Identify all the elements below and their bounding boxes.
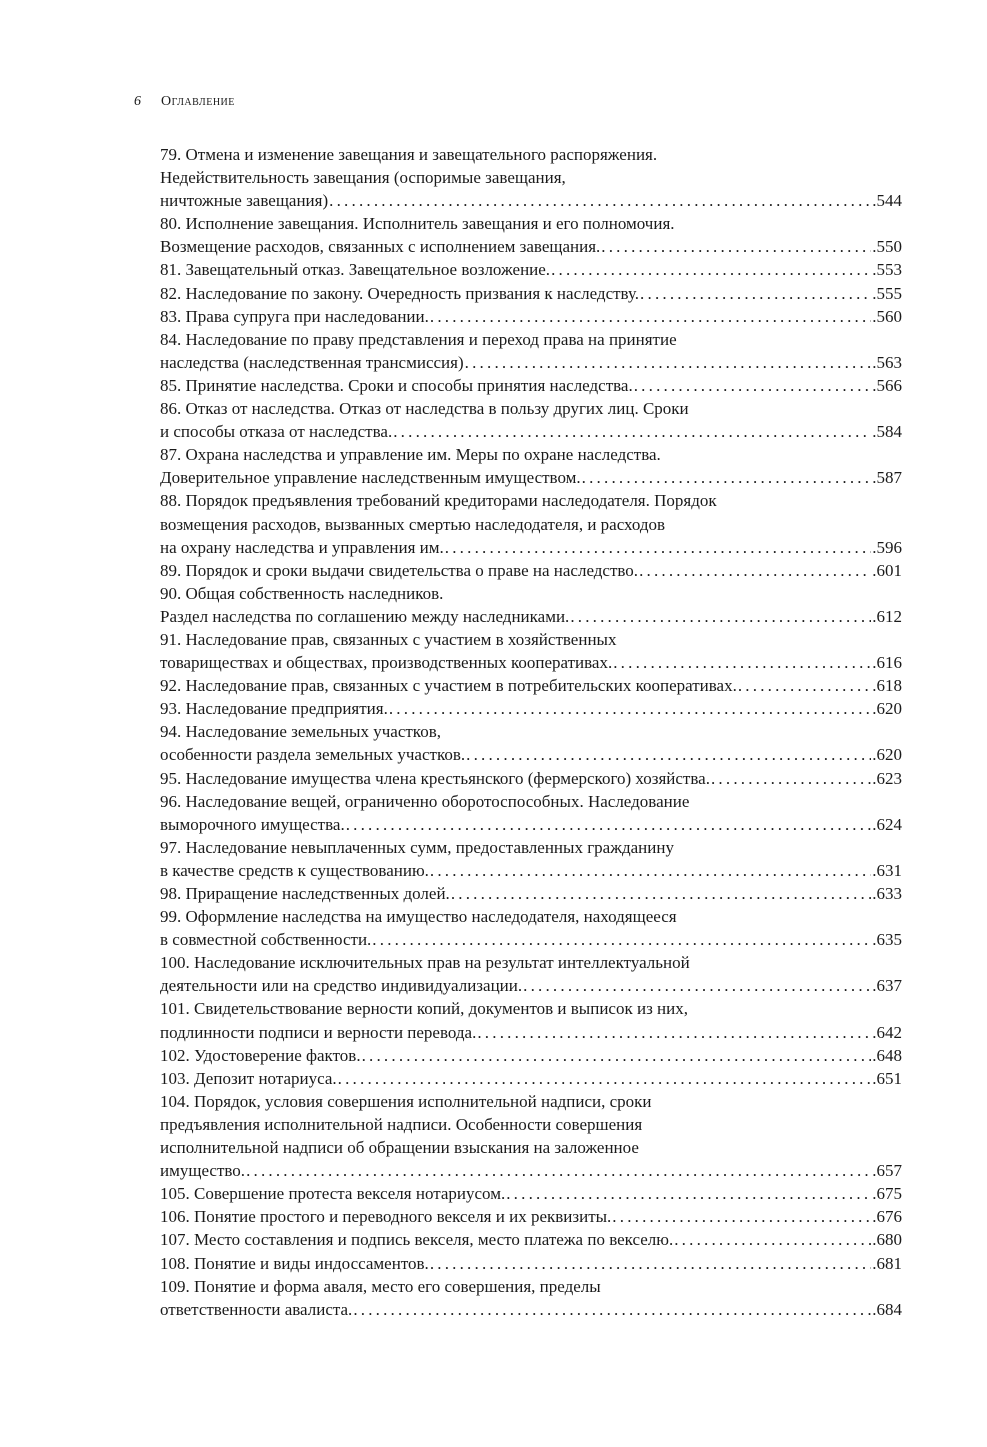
dot-leader [430,1252,871,1275]
toc-page-number[interactable]: .587 [872,468,902,488]
toc-entry-last-line [160,1252,902,1275]
toc-page-number[interactable]: .631 [872,860,902,880]
toc-page-number[interactable]: .560 [872,306,902,326]
toc-entry[interactable] [160,767,902,790]
toc-entry[interactable] [160,905,902,951]
toc-entry-last-line [160,651,902,674]
toc-entry-line: 97. Наследование невыплаченных сумм, предоставленных гражданину [160,837,674,857]
toc-entry[interactable] [160,143,902,212]
toc-page-number[interactable]: .555 [872,283,902,303]
toc-entry[interactable] [160,305,902,328]
toc-page-number[interactable]: .681 [872,1253,902,1273]
toc-entry-title: Доверительное управление наследственным имуществом. [160,468,581,488]
dot-leader [246,1159,871,1182]
dot-leader [445,536,871,559]
dot-leader [389,697,871,720]
table-of-contents [160,143,902,1321]
toc-entry[interactable] [160,951,902,997]
toc-entry[interactable] [160,397,902,443]
toc-entry-last-line [160,235,902,258]
toc-entry-line: 86. Отказ от наследства. Отказ от наследства в пользу других лиц. Сроки [160,399,689,419]
toc-entry-last-line [160,1067,902,1090]
dot-leader [738,674,871,697]
toc-entry-last-line [160,536,902,559]
toc-page-number[interactable]: .648 [872,1045,902,1065]
toc-entry-last-line [160,1021,902,1044]
toc-entry[interactable] [160,1205,902,1228]
toc-entry-last-line [160,697,902,720]
toc-entry-title: товариществах и обществах, производственных кооперативах. [160,653,613,673]
toc-page-number[interactable]: .675 [872,1184,902,1204]
toc-entry-last-line [160,305,902,328]
toc-entry-title: Возмещение расходов, связанных с исполнением завещания. [160,237,601,257]
toc-entry[interactable] [160,1044,902,1067]
toc-entry-line: возмещения расходов, вызванных смертью наследодателя, и расходов [160,514,666,534]
toc-entry-line: 84. Наследование по праву представления и переход права на принятие [160,329,677,349]
toc-entry-line: 99. Оформление наследства на имущество наследодателя, находящееся [160,907,677,927]
toc-entry-title: 83. Права супруга при наследовании. [160,306,429,326]
toc-entry-line: 87. Охрана наследства и управление им. Меры по охране наследства. [160,445,661,465]
toc-entry-title: 103. Депозит нотариуса. [160,1068,337,1088]
running-head [134,92,235,112]
toc-entry-title: имущество. [160,1161,246,1181]
toc-entry-last-line [160,1159,902,1182]
toc-page-number[interactable]: .637 [872,976,902,996]
toc-entry[interactable] [160,1252,902,1275]
dot-leader [393,420,871,443]
toc-entry-last-line [160,767,902,790]
dot-leader [582,466,872,489]
dot-leader [329,189,871,212]
toc-page-number[interactable]: .651 [872,1068,902,1088]
toc-entry[interactable] [160,559,902,582]
toc-page-number[interactable]: .601 [872,560,902,580]
page-number: 6 [134,94,141,109]
toc-entry-title: 105. Совершение протеста векселя нотариусом. [160,1184,506,1204]
dot-leader [506,1182,871,1205]
toc-page-number[interactable]: .680 [872,1230,902,1250]
toc-entry[interactable] [160,997,902,1043]
toc-entry-last-line [160,374,902,397]
toc-page-number[interactable]: .620 [872,699,902,719]
toc-entry-last-line [160,743,902,766]
toc-page-number[interactable]: .633 [872,884,902,903]
toc-page-number[interactable]: .553 [872,260,902,280]
toc-entry-line: 109. Понятие и форма аваля, место его совершения, пределы [160,1276,601,1296]
toc-entry[interactable] [160,1182,902,1205]
toc-entry-title: в качестве средств к существованию. [160,860,429,880]
toc-entry[interactable] [160,697,902,720]
toc-entry-title: 98. Приращение наследственных долей. [160,884,450,903]
toc-entry-last-line [160,351,902,374]
toc-entry-line: 94. Наследование земельных участков, [160,722,441,742]
dot-leader [372,928,871,951]
dot-leader [465,351,872,374]
toc-entry-title: 89. Порядок и сроки выдачи свидетельства о праве на наследство. [160,560,639,580]
toc-entry[interactable] [160,212,902,258]
toc-entry-title: наследства (наследственная трансмиссия) [160,352,464,372]
toc-entry[interactable] [160,1067,902,1090]
toc-entry-last-line [160,559,902,582]
toc-entry-line: 90. Общая собственность наследников. [160,583,444,603]
toc-entry-title: 93. Наследование предприятия. [160,699,388,719]
toc-entry-title: деятельности или на средство индивидуализации. [160,976,523,996]
toc-entry-line: предъявления исполнительной надписи. Особенности совершения [160,1114,643,1134]
toc-page-number[interactable]: .584 [872,422,902,442]
toc-entry-last-line [160,605,902,628]
dot-leader [634,374,872,397]
toc-entry-title: 102. Удостоверение фактов. [160,1045,361,1065]
toc-entry-title: 85. Принятие наследства. Сроки и способы принятия наследства. [160,375,633,395]
toc-entry-line: 80. Исполнение завещания. Исполнитель завещания и его полномочия. [160,214,675,234]
toc-entry[interactable] [160,882,902,905]
toc-entry[interactable] [160,443,902,489]
toc-entry-last-line [160,1182,902,1205]
toc-page-number[interactable]: .616 [872,653,902,673]
toc-entry-title: 108. Понятие и виды индоссаментов. [160,1253,429,1273]
toc-entry-last-line [160,282,902,305]
toc-page-number[interactable]: .620 [872,745,902,765]
toc-entry-line: 100. Наследование исключительных прав на результат интеллектуальной [160,953,690,973]
toc-entry-line: Недействительность завещания (оспоримые завещания, [160,168,566,188]
toc-entry[interactable] [160,282,902,305]
dot-leader [601,235,871,258]
toc-entry-line: 91. Наследование прав, связанных с участием в хозяйственных [160,629,617,649]
dot-leader [430,305,871,328]
toc-page-number[interactable]: .642 [872,1022,902,1042]
toc-entry-last-line [160,466,902,489]
toc-page-number[interactable]: .612 [872,606,902,626]
toc-entry-title: 92. Наследование прав, связанных с участием в потребительских кооперативах. [160,676,737,696]
toc-entry-last-line [160,189,902,212]
toc-page-number[interactable]: .596 [872,537,902,557]
toc-entry-title: 107. Место составления и подпись векселя, место платежа по векселю. [160,1230,674,1250]
toc-entry-last-line [160,859,902,882]
toc-entry[interactable] [160,720,902,766]
toc-page-number[interactable]: .684 [872,1299,902,1319]
toc-entry-title: 81. Завещательный отказ. Завещательное возложение. [160,260,551,280]
toc-entry[interactable] [160,790,902,836]
toc-entry-title: в совместной собственности. [160,930,372,950]
toc-page-number[interactable]: .618 [872,676,902,696]
toc-entry-last-line [160,928,902,951]
toc-entry[interactable] [160,258,902,281]
toc-entry-line: 88. Порядок предъявления требований кредиторами наследодателя. Порядок [160,491,717,511]
dot-leader [477,1021,871,1044]
toc-page-number[interactable]: .563 [872,352,902,372]
toc-entry-title: 82. Наследование по закону. Очередность призвания к наследству. [160,283,640,303]
toc-page-number[interactable]: .544 [872,191,902,211]
toc-entry-last-line [160,974,902,997]
toc-entry-last-line [160,813,902,836]
dot-leader [466,743,871,766]
toc-entry[interactable] [160,489,902,558]
toc-page-number[interactable]: .635 [872,930,902,950]
running-head-title: Оглавление [161,94,235,109]
toc-entry-last-line [160,1298,902,1321]
dot-leader [362,1044,872,1067]
toc-entry[interactable] [160,1228,902,1251]
toc-entry[interactable] [160,374,902,397]
dot-leader [639,559,871,582]
dot-leader [711,767,871,790]
toc-entry-last-line [160,1228,902,1251]
toc-entry[interactable] [160,1090,902,1182]
toc-entry[interactable] [160,674,902,697]
toc-entry-last-line [160,1044,902,1067]
toc-entry-last-line [160,258,902,281]
toc-entry-title: ничтожные завещания) [160,191,329,211]
toc-entry-last-line [160,882,902,905]
toc-entry-last-line [160,1205,902,1228]
dot-leader [551,258,871,281]
toc-entry-title: ответственности авалиста. [160,1299,353,1319]
dot-leader [353,1298,871,1321]
dot-leader [612,1205,871,1228]
toc-entry-title: и способы отказа от наследства. [160,422,393,442]
toc-entry-title: особенности раздела земельных участков. [160,745,466,765]
dot-leader [451,882,871,905]
toc-page-number[interactable]: .550 [872,237,902,257]
dot-leader [640,282,871,305]
dot-leader [523,974,871,997]
dot-leader [346,813,872,836]
toc-entry[interactable] [160,628,902,674]
toc-entry-title: на охрану наследства и управления им. [160,537,444,557]
toc-entry-title: 106. Понятие простого и переводного векселя и их реквизиты. [160,1207,612,1227]
toc-entry-title: Раздел наследства по соглашению между наследниками. [160,606,570,626]
dot-leader [613,651,871,674]
dot-leader [570,605,871,628]
toc-entry-last-line [160,420,902,443]
toc-entry[interactable] [160,836,902,882]
toc-entry-last-line [160,674,902,697]
toc-entry-title: подлинности подписи и верности перевода. [160,1022,477,1042]
toc-entry-line: исполнительной надписи об обращении взыскания на заложенное [160,1138,639,1158]
dot-leader [338,1067,872,1090]
toc-page-number[interactable]: .623 [872,768,902,788]
toc-page-number[interactable]: .566 [872,375,902,395]
toc-entry[interactable] [160,582,902,628]
toc-page-number[interactable]: .657 [872,1161,902,1181]
toc-entry-line: 101. Свидетельствование верности копий, документов и выписок из них, [160,999,688,1019]
toc-entry-title: выморочного имущества. [160,814,345,834]
toc-entry-line: 104. Порядок, условия совершения исполнительной надписи, сроки [160,1091,652,1111]
toc-entry-title: 95. Наследование имущества члена крестьянского (фермерского) хозяйства. [160,768,710,788]
dot-leader [430,859,871,882]
toc-entry[interactable] [160,328,902,374]
dot-leader [674,1228,871,1251]
toc-entry[interactable] [160,1275,902,1321]
toc-entry-line: 79. Отмена и изменение завещания и завещательного распоряжения. [160,145,658,164]
toc-page-number[interactable]: .676 [872,1207,902,1227]
toc-entry-line: 96. Наследование вещей, ограниченно оборотоспособных. Наследование [160,791,690,811]
toc-page-number[interactable]: .624 [872,814,902,834]
